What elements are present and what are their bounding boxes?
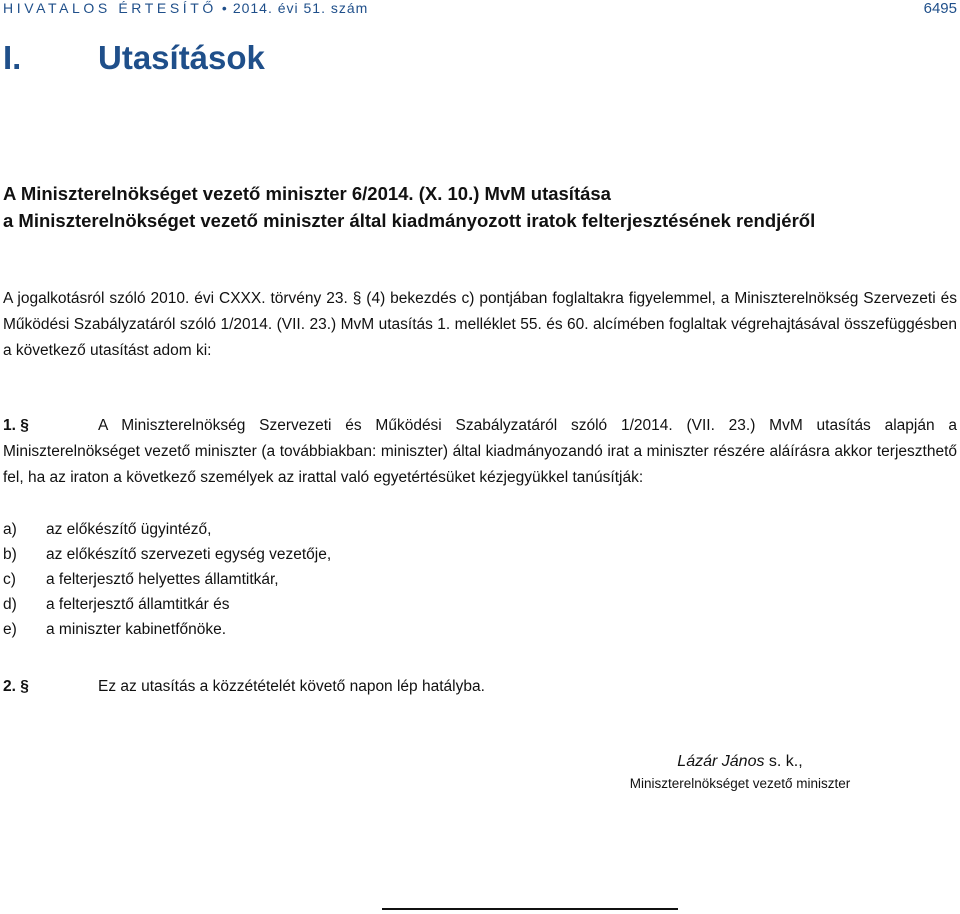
list-item-label: a) — [3, 521, 17, 538]
bullet-separator: • — [221, 0, 228, 16]
page-header — [3, 0, 957, 18]
list-item-label: d) — [3, 596, 17, 613]
list-item-text: a felterjesztő államtitkár és — [46, 596, 230, 613]
signatory-title: Miniszterelnökséget vezető miniszter — [629, 776, 851, 791]
signature-block — [560, 749, 920, 793]
chapter-heading — [3, 39, 503, 79]
document-title — [3, 180, 953, 234]
section-2-text: Ez az utasítás a közzétételét követő napon lép hatályba. — [98, 678, 485, 695]
list-item-label: b) — [3, 546, 17, 563]
preamble-paragraph: A jogalkotásról szóló 2010. évi CXXX. törvény 23. § (4) bekezdés c) pontjában foglaltakra figyelemmel, a Miniszterelnökség Szervezeti és Működési Szabályzatáról szóló 1/2014. (VII. 23.) MvM utasítás 1. melléklet 55. és 60. alcímében foglaltak végrehajtásával összefüggésben a következő utasítást adom ki: — [3, 290, 957, 359]
chapter-title: Utasítások — [98, 39, 265, 76]
signatory-name: Lázár János — [677, 753, 765, 770]
list-item-text: az előkészítő ügyintéző, — [46, 521, 212, 538]
issue-label: 2014. évi 51. szám — [232, 0, 369, 16]
list-item-text: az előkészítő szervezeti egység vezetője, — [46, 546, 332, 563]
section-1-text: A Miniszterelnökség Szervezeti és Működési Szabályzatáról szóló 1/2014. (VII. 23.) MvM utasítás alapján a Miniszterelnökséget vezető miniszter (a továbbiakban: miniszter) által kiadmányozandó irat a miniszter részére aláírásra akkor terjeszthető fel, ha az iraton a következő személyek az irattal való egyetértésüket kézjegyükkel tanúsítják: — [3, 417, 957, 486]
list-item-text: a miniszter kabinetfőnöke. — [46, 621, 227, 638]
signatory-suffix: s. k., — [764, 753, 803, 770]
document-title-line-2: a Miniszterelnökséget vezető miniszter által kiadmányozott iratok felterjesztésének rendjéről — [3, 210, 816, 231]
list-item — [3, 617, 503, 642]
list-item — [3, 542, 503, 567]
section-1-list — [3, 517, 503, 642]
section-2-number: 2. § — [3, 678, 29, 695]
list-item — [3, 567, 503, 592]
chapter-number: I. — [3, 39, 22, 76]
page-number: 6495 — [923, 0, 957, 17]
section-2 — [3, 674, 957, 700]
signatory-line — [560, 749, 920, 775]
publication-line — [3, 0, 368, 16]
list-item-text: a felterjesztő helyettes államtitkár, — [46, 571, 279, 588]
list-item-label: c) — [3, 571, 16, 588]
document-title-line-1: A Miniszterelnökséget vezető miniszter 6/2014. (X. 10.) MvM utasítása — [3, 183, 611, 204]
list-item — [3, 517, 503, 542]
list-item — [3, 592, 503, 617]
section-1 — [3, 413, 957, 491]
closing-divider — [382, 908, 678, 910]
section-1-number: 1. § — [3, 417, 29, 434]
publication-name: HIVATALOS ÉRTESÍTŐ — [3, 0, 217, 16]
list-item-label: e) — [3, 621, 17, 638]
